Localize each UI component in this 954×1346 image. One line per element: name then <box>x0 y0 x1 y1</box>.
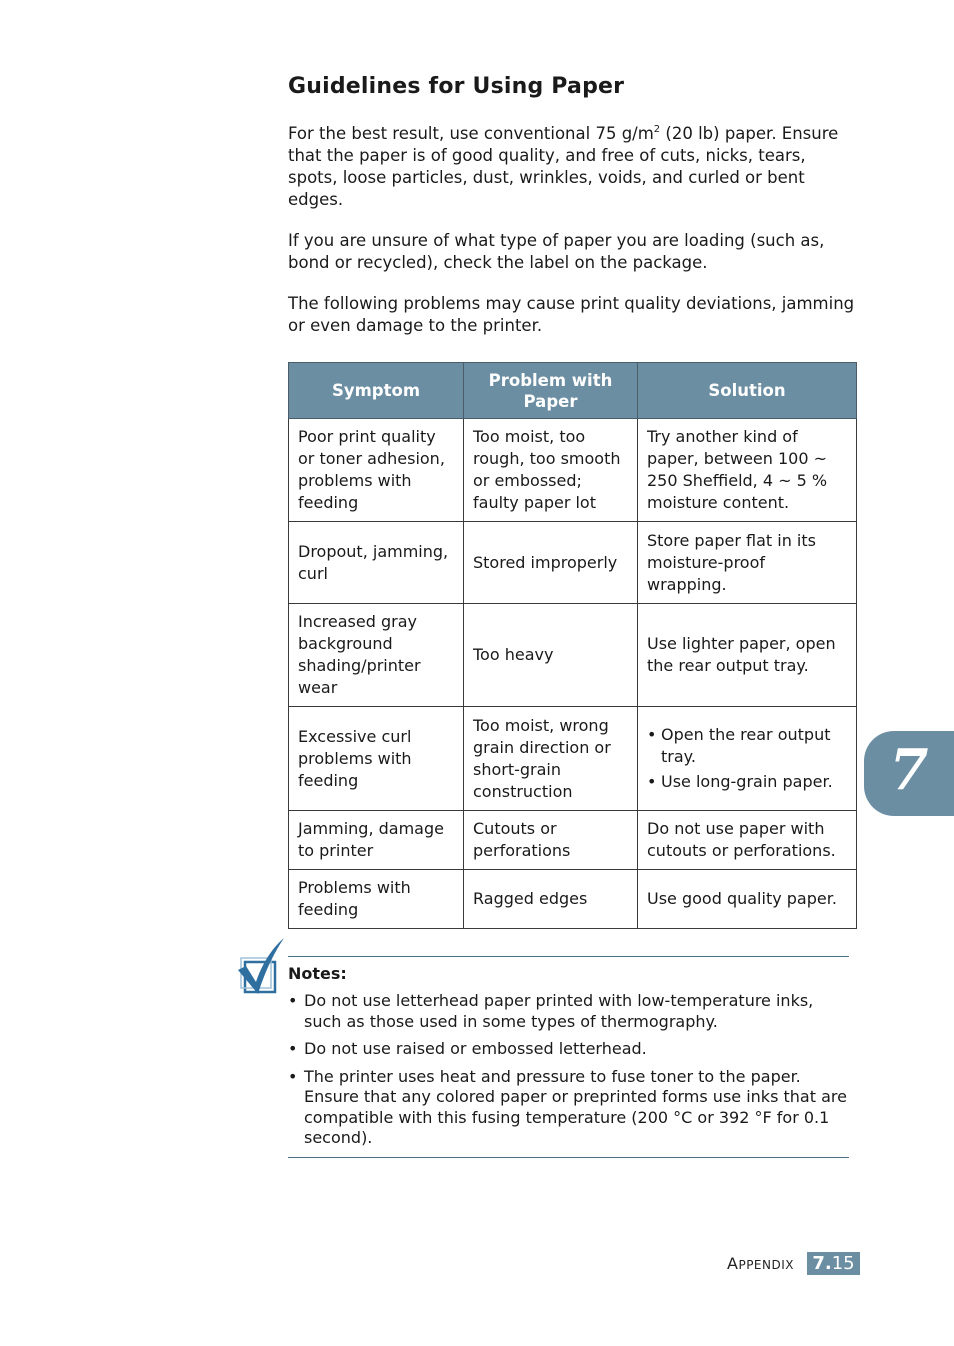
table-row <box>289 811 857 870</box>
column-header-symptom: Symptom <box>289 363 464 419</box>
problem-cell: Stored improperly <box>464 522 638 604</box>
table-row <box>289 522 857 604</box>
paper-problems-table <box>288 362 857 929</box>
notes-box <box>288 956 849 1158</box>
page-number: 15 <box>831 1253 855 1274</box>
solution-list <box>647 724 848 793</box>
column-header-solution: Solution <box>638 363 857 419</box>
chapter-number: 7 <box>889 737 929 803</box>
table-row <box>289 707 857 811</box>
checkbox-check-icon <box>236 936 286 998</box>
page-chapter: 7. <box>812 1253 832 1274</box>
footer-label: APPENDIX <box>727 1254 794 1273</box>
list-item: • Do not use raised or embossed letterhead. <box>288 1039 849 1060</box>
solution-cell: Do not use paper with cutouts or perforations. <box>638 811 857 870</box>
problem-cell: Too moist, wrong grain direction or short-grain construction <box>464 707 638 811</box>
notes-title: Notes: <box>288 964 347 983</box>
problem-cell: Ragged edges <box>464 870 638 929</box>
list-item: • Use long-grain paper. <box>647 771 848 793</box>
symptom-cell: Excessive curl problems with feeding <box>289 707 464 811</box>
list-item: • The printer uses heat and pressure to fuse toner to the paper. Ensure that any colored paper or preprinted forms use inks that are compatible with this fusing temperature (200 °C or 392 °F for 0.1 second). <box>288 1067 849 1149</box>
page-title: Guidelines for Using Paper <box>288 74 625 99</box>
intro-paragraph: For the best result, use conventional 75 $g/m^2$ (20 lb) paper. Ensure that the paper is of good quality, and free of cuts, nicks, tears, spots, loose particles, dust, wrinkles, voids, and curled or bent edges. <box>288 124 839 209</box>
symptom-cell: Increased gray background shading/printer wear <box>289 604 464 707</box>
chapter-tab <box>864 731 954 816</box>
solution-cell: Store paper flat in its moisture-proof wrapping. <box>638 522 857 604</box>
problem-cell: Too moist, too rough, too smooth or embossed; faulty paper lot <box>464 419 638 522</box>
symptom-cell: Dropout, jamming, curl <box>289 522 464 604</box>
table-header-row <box>289 363 857 419</box>
solution-cell: Use lighter paper, open the rear output tray. <box>638 604 857 707</box>
notes-list <box>288 991 849 1149</box>
solution-cell <box>638 707 857 811</box>
table-row <box>289 604 857 707</box>
list-item: • Open the rear output tray. <box>647 724 848 768</box>
column-header-problem: Problem with Paper <box>464 363 638 419</box>
solution-cell: Try another kind of paper, between 100 ~ 250 Sheffield, 4 ~ 5 % moisture content. <box>638 419 857 522</box>
solution-cell: Use good quality paper. <box>638 870 857 929</box>
list-item: • Do not use letterhead paper printed with low-temperature inks, such as those used in some types of thermography. <box>288 991 849 1032</box>
problem-cell: Too heavy <box>464 604 638 707</box>
superscript: 2 <box>653 124 661 135</box>
symptom-cell: Jamming, damage to printer <box>289 811 464 870</box>
main-content <box>288 74 858 337</box>
symptom-cell: Problems with feeding <box>289 870 464 929</box>
table-row <box>289 419 857 522</box>
paper-type-paragraph: If you are unsure of what type of paper you are loading (such as, bond or recycled), check the label on the package. <box>288 231 825 272</box>
symptom-cell: Poor print quality or toner adhesion, problems with feeding <box>289 419 464 522</box>
problems-paragraph: The following problems may cause print quality deviations, jamming or even damage to the printer. <box>288 294 855 335</box>
page-number-box <box>807 1252 860 1275</box>
table-row <box>289 870 857 929</box>
problem-cell: Cutouts or perforations <box>464 811 638 870</box>
